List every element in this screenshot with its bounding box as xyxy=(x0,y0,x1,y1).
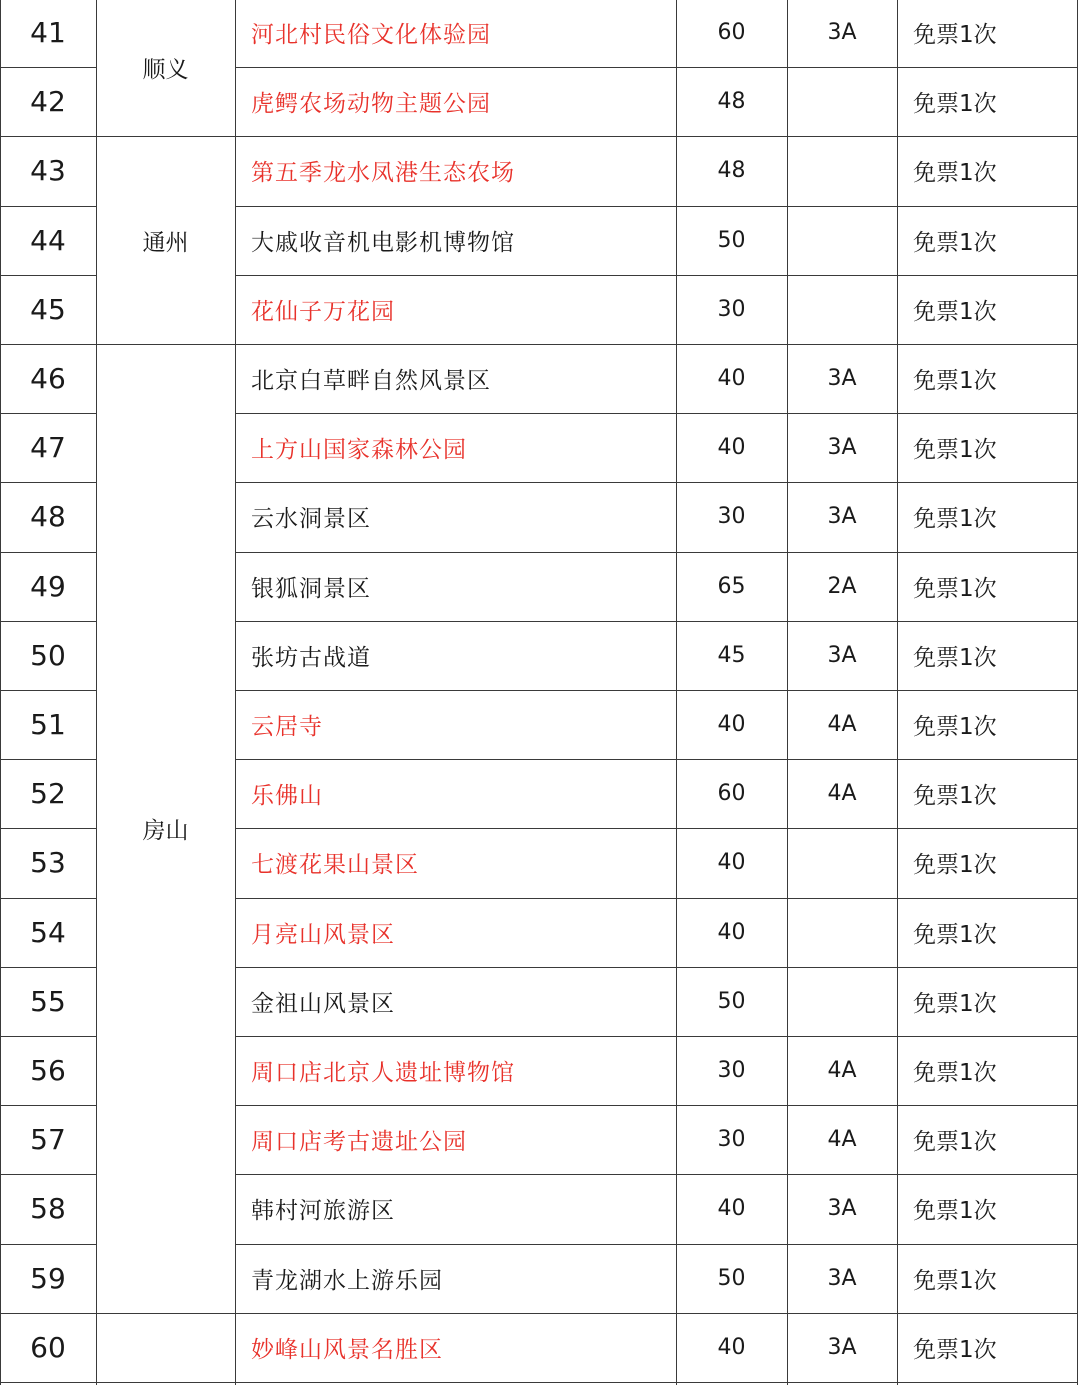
free-ticket-note: 免票1次 xyxy=(913,22,997,49)
ticket-price: 30 xyxy=(717,504,746,530)
scenic-level xyxy=(787,67,897,136)
attraction-name: 银狐洞景区 xyxy=(251,575,371,602)
row-divider xyxy=(235,413,1077,414)
free-ticket-note: 免票1次 xyxy=(913,575,997,602)
attraction-name: 七渡花果山景区 xyxy=(251,852,419,879)
scenic-level: 3A xyxy=(827,1196,857,1222)
row-number: 57 xyxy=(30,1123,66,1157)
row-divider xyxy=(235,967,1077,968)
row-divider xyxy=(0,136,1077,137)
scenic-level: 4A xyxy=(827,1058,857,1084)
row-divider xyxy=(0,67,96,68)
row-number: 46 xyxy=(30,362,66,396)
free-ticket-note: 免票1次 xyxy=(913,437,997,464)
row-divider xyxy=(0,1174,96,1175)
free-ticket-note: 免票1次 xyxy=(913,298,997,325)
row-divider xyxy=(235,206,1077,207)
row-divider xyxy=(235,1174,1077,1175)
attraction-name: 花仙子万花园 xyxy=(251,298,395,325)
attraction-name: 周口店考古遗址公园 xyxy=(251,1129,467,1156)
ticket-price: 40 xyxy=(717,919,746,945)
row-divider xyxy=(0,275,96,276)
column-divider xyxy=(787,0,788,1385)
row-divider xyxy=(0,759,96,760)
ticket-price: 30 xyxy=(717,296,746,322)
scenic-level xyxy=(787,828,897,897)
free-ticket-note: 免票1次 xyxy=(913,229,997,256)
scenic-level xyxy=(787,206,897,275)
free-ticket-note: 免票1次 xyxy=(913,921,997,948)
scenic-level xyxy=(787,136,897,205)
row-number: 48 xyxy=(30,500,66,534)
row-divider xyxy=(235,1105,1077,1106)
row-divider xyxy=(235,759,1077,760)
ticket-price: 50 xyxy=(717,227,746,253)
free-ticket-note: 免票1次 xyxy=(913,1129,997,1156)
attraction-name: 韩村河旅游区 xyxy=(251,1198,395,1225)
attraction-name: 张坊古战道 xyxy=(251,644,371,671)
attraction-name: 月亮山风景区 xyxy=(251,921,395,948)
row-number: 43 xyxy=(30,154,66,188)
ticket-price: 40 xyxy=(717,1196,746,1222)
scenic-level: 3A xyxy=(827,1334,857,1360)
row-number: 41 xyxy=(30,16,66,50)
scenic-level: 3A xyxy=(827,366,857,392)
scenic-level: 4A xyxy=(827,1127,857,1153)
attraction-name: 周口店北京人遗址博物馆 xyxy=(251,1060,515,1087)
ticket-price: 60 xyxy=(717,20,746,46)
row-divider xyxy=(0,690,96,691)
row-number: 58 xyxy=(30,1192,66,1226)
attraction-name: 云水洞景区 xyxy=(251,506,371,533)
attraction-name: 乐佛山 xyxy=(251,783,323,810)
ticket-price: 48 xyxy=(717,89,746,115)
free-ticket-note: 免票1次 xyxy=(913,1267,997,1294)
scenic-level: 4A xyxy=(827,781,857,807)
row-divider xyxy=(235,1036,1077,1037)
ticket-price: 48 xyxy=(717,158,746,184)
ticket-price: 40 xyxy=(717,1334,746,1360)
row-divider xyxy=(0,967,96,968)
row-divider xyxy=(235,828,1077,829)
attraction-name: 云居寺 xyxy=(251,714,323,741)
row-number: 56 xyxy=(30,1054,66,1088)
row-number: 47 xyxy=(30,431,66,465)
free-ticket-note: 免票1次 xyxy=(913,990,997,1017)
ticket-price: 30 xyxy=(717,1058,746,1084)
row-divider xyxy=(0,482,96,483)
district-cell xyxy=(96,1313,235,1382)
row-divider xyxy=(0,1105,96,1106)
scenic-level: 3A xyxy=(827,504,857,530)
ticket-price: 40 xyxy=(717,712,746,738)
column-divider xyxy=(897,0,898,1385)
row-number: 49 xyxy=(30,569,66,603)
free-ticket-note: 免票1次 xyxy=(913,91,997,118)
row-number: 54 xyxy=(30,915,66,949)
column-divider xyxy=(676,0,677,1385)
free-ticket-note: 免票1次 xyxy=(913,644,997,671)
attraction-name: 金祖山风景区 xyxy=(251,990,395,1017)
row-divider xyxy=(235,552,1077,553)
free-ticket-note: 免票1次 xyxy=(913,368,997,395)
free-ticket-note: 免票1次 xyxy=(913,714,997,741)
ticket-price: 40 xyxy=(717,435,746,461)
scenic-level: 3A xyxy=(827,435,857,461)
district-cell: 房山 xyxy=(142,817,189,844)
column-divider xyxy=(235,0,236,1385)
row-number: 60 xyxy=(30,1330,66,1364)
row-number: 59 xyxy=(30,1261,66,1295)
row-divider xyxy=(235,275,1077,276)
column-divider xyxy=(0,0,1,1385)
row-number: 45 xyxy=(30,292,66,326)
scenic-level xyxy=(787,967,897,1036)
district-cell: 顺义 xyxy=(142,56,189,83)
attraction-name: 上方山国家森林公园 xyxy=(251,437,467,464)
row-divider xyxy=(235,690,1077,691)
column-divider xyxy=(1077,0,1078,1385)
free-ticket-note: 免票1次 xyxy=(913,1336,997,1363)
ticket-price: 40 xyxy=(717,366,746,392)
row-divider xyxy=(0,898,96,899)
scenic-level: 4A xyxy=(827,712,857,738)
row-number: 42 xyxy=(30,85,66,119)
row-divider xyxy=(0,413,96,414)
scenic-level: 3A xyxy=(827,20,857,46)
row-divider xyxy=(235,898,1077,899)
ticket-price: 65 xyxy=(717,573,746,599)
scenic-level: 3A xyxy=(827,1265,857,1291)
attraction-name: 青龙湖水上游乐园 xyxy=(251,1267,443,1294)
attraction-name: 河北村民俗文化体验园 xyxy=(251,22,491,49)
ticket-price: 30 xyxy=(717,1127,746,1153)
free-ticket-note: 免票1次 xyxy=(913,1060,997,1087)
scenic-level: 2A xyxy=(827,573,857,599)
row-divider xyxy=(0,621,96,622)
scenic-level xyxy=(787,898,897,967)
free-ticket-note: 免票1次 xyxy=(913,783,997,810)
district-cell: 通州 xyxy=(142,229,189,256)
attraction-name: 大戚收音机电影机博物馆 xyxy=(251,229,515,256)
row-number: 50 xyxy=(30,638,66,672)
attraction-name: 虎鳄农场动物主题公园 xyxy=(251,91,491,118)
row-divider xyxy=(0,1244,96,1245)
free-ticket-note: 免票1次 xyxy=(913,1198,997,1225)
row-divider xyxy=(0,1036,96,1037)
ticket-price: 45 xyxy=(717,642,746,668)
column-divider xyxy=(96,0,97,1385)
attraction-name: 妙峰山风景名胜区 xyxy=(251,1336,443,1363)
ticket-price: 40 xyxy=(717,850,746,876)
row-number: 44 xyxy=(30,223,66,257)
free-ticket-note: 免票1次 xyxy=(913,506,997,533)
attraction-name: 北京白草畔自然风景区 xyxy=(251,368,491,395)
free-ticket-note: 免票1次 xyxy=(913,852,997,879)
row-divider xyxy=(0,1313,1077,1314)
row-number: 52 xyxy=(30,777,66,811)
row-divider xyxy=(0,206,96,207)
row-number: 55 xyxy=(30,984,66,1018)
row-divider xyxy=(235,67,1077,68)
row-divider xyxy=(235,482,1077,483)
ticket-price: 50 xyxy=(717,988,746,1014)
row-number: 51 xyxy=(30,708,66,742)
attraction-name: 第五季龙水凤港生态农场 xyxy=(251,160,515,187)
row-divider xyxy=(235,1244,1077,1245)
row-divider xyxy=(0,1382,1077,1383)
free-ticket-note: 免票1次 xyxy=(913,160,997,187)
row-divider xyxy=(235,621,1077,622)
row-divider xyxy=(0,344,1077,345)
row-number: 53 xyxy=(30,846,66,880)
row-divider xyxy=(0,552,96,553)
ticket-price: 50 xyxy=(717,1265,746,1291)
ticket-price: 60 xyxy=(717,781,746,807)
scenic-level: 3A xyxy=(827,642,857,668)
row-divider xyxy=(0,828,96,829)
scenic-level xyxy=(787,275,897,344)
